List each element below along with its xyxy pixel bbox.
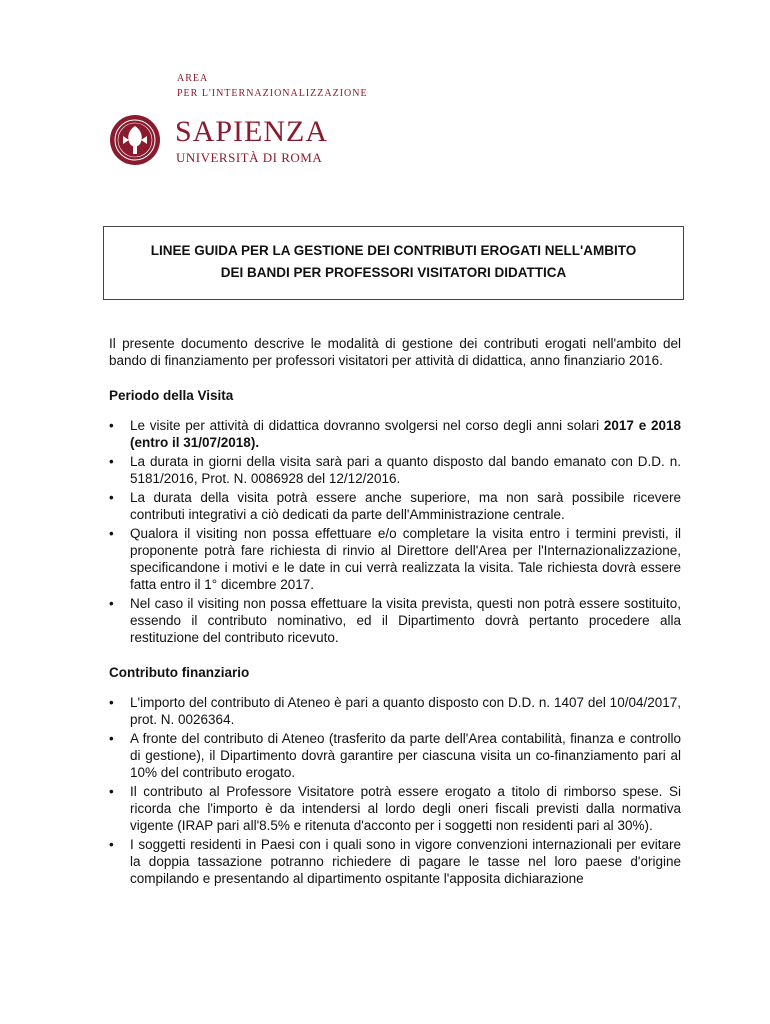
list-item: • Nel caso il visiting non possa effettuare la visita prevista, questi non potrà essere sostituito, essendo il contributo nominativo, ed il Dipartimento dovrà pertanto procedere alla restituzione del contributo ricevuto. <box>109 596 681 645</box>
contributo-list <box>109 694 681 887</box>
section-heading-contributo: Contributo finanziario <box>109 665 250 680</box>
list-item: • L'importo del contributo di Ateneo è pari a quanto disposto con D.D. n. 1407 del 10/04/2017, prot. N. 0026364. <box>109 695 681 727</box>
list-item: • Il contributo al Professore Visitatore potrà essere erogato a titolo di rimborso spese. Si ricorda che l'importo è da intendersi al lordo degli oneri fiscali previsti dalla normativa vigente (IRAP pari all'8.5% e ritenuta d'acconto per i soggetti non residenti pari al 30%). <box>109 784 681 833</box>
list-item: • I soggetti residenti in Paesi con i quali sono in vigore convenzioni internazionali per evitare la doppia tassazione potranno richiedere di pagare le tasse nel loro paese d'origine compilando e presentando al dipartimento ospitante l'apposita dichiarazione <box>109 837 681 886</box>
brand-subtitle: UNIVERSITÀ DI ROMA <box>176 150 323 165</box>
document-title-box <box>103 226 684 300</box>
area-line2: PER L'INTERNAZIONALIZZAZIONE <box>177 88 368 99</box>
title-line1: LINEE GUIDA PER LA GESTIONE DEI CONTRIBUTI EROGATI NELL'AMBITO <box>150 243 637 258</box>
periodo-list <box>109 417 681 646</box>
list-item: • Qualora il visiting non possa effettuare e/o completare la visita entro i termini previsti, il proponente potrà fare richiesta di rinvio al Direttore dell'Area per l'Internazionalizzazione, specificandone i motivi e le date in cui verrà realizzata la visita. Tale richiesta dovrà essere fatta entro il 1° dicembre 2017. <box>109 526 681 592</box>
list-item: • La durata della visita potrà essere anche superiore, ma non sarà possibile ricevere contributi integrativi a ciò dedicati da parte dell'Amministrazione centrale. <box>109 490 681 522</box>
brand-name: SAPIENZA <box>175 115 329 148</box>
title-line2: DEI BANDI PER PROFESSORI VISITATORI DIDATTICA <box>220 265 567 280</box>
area-line1: AREA <box>177 73 209 84</box>
section-heading-periodo: Periodo della Visita <box>109 388 234 403</box>
intro-paragraph: Il presente documento descrive le modalità di gestione dei contributi erogati nell'ambito del bando di finanziamento per professori visitatori per attività di didattica, anno finanziario 2016. <box>109 336 681 368</box>
list-item: • La durata in giorni della visita sarà pari a quanto disposto dal bando emanato con D.D. n. 5181/2016, Prot. N. 0086928 del 12/12/2016. <box>109 454 681 486</box>
sapienza-seal-icon <box>109 114 161 166</box>
list-item: • Le visite per attività di didattica dovranno svolgersi nel corso degli anni solari 2017 e 2018 (entro il 31/07/2018). <box>109 418 682 450</box>
header-area-label <box>177 71 368 101</box>
list-item: • A fronte del contributo di Ateneo (trasferito da parte dell'Area contabilità, finanza e controllo di gestione), il Dipartimento dovrà garantire per ciascuna visita un co-finanziamento pari al 10% del contributo erogato. <box>109 731 681 780</box>
document-body <box>109 335 681 905</box>
